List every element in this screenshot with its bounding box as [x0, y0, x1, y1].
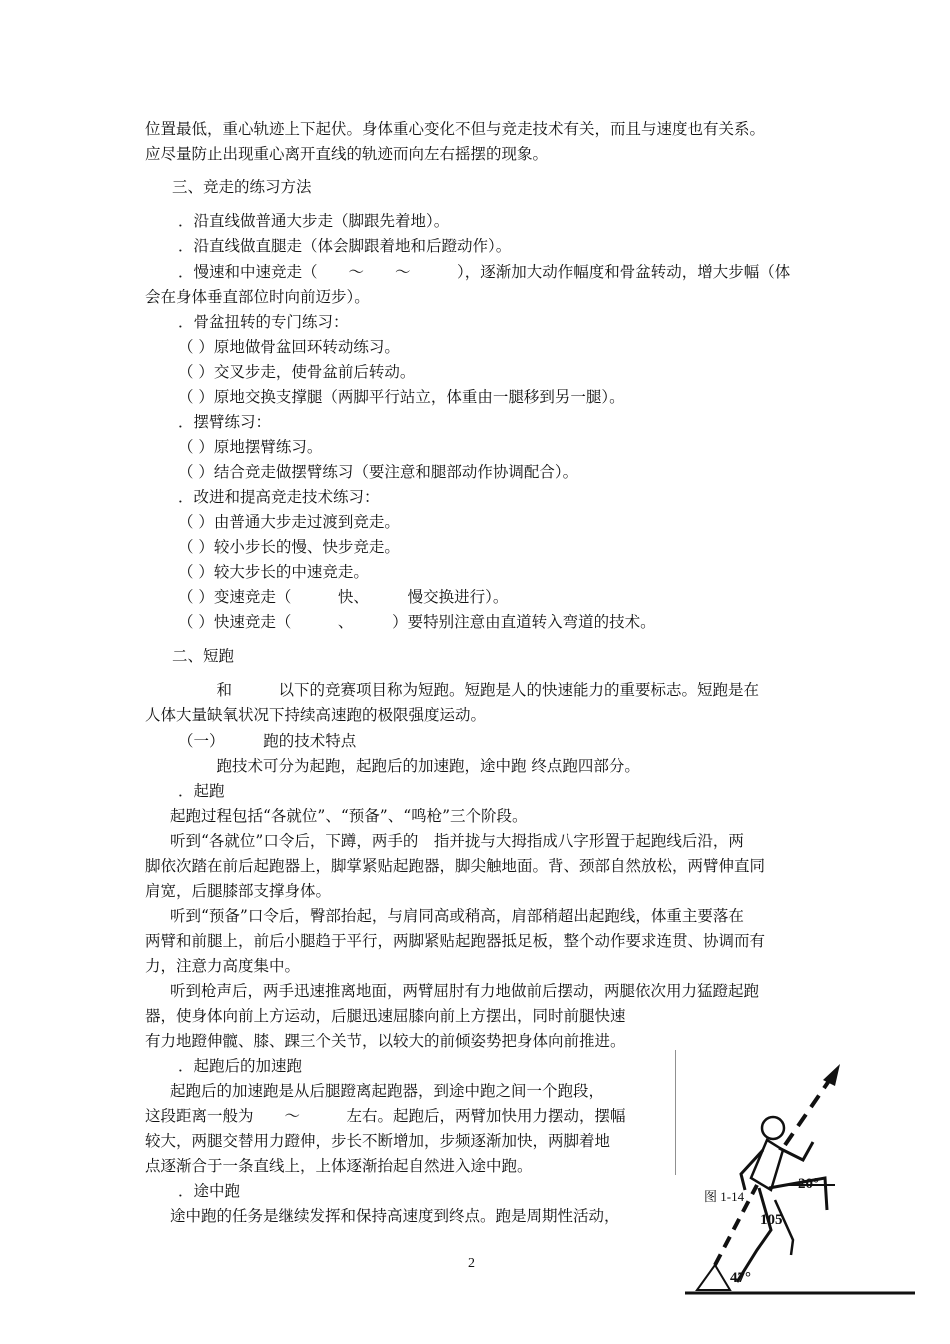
text-line: 两臂和前腿上，前后小腿趋于平行，两脚紧贴起跑器抵足板，整个动作要求连贯、协调而有 — [145, 932, 766, 950]
text-line: 较大，两腿交替用力蹬伸，步长不断增加，步频逐渐加快，两脚着地 — [145, 1132, 611, 1150]
text-line: （ ）变速竞走（ 快、 慢交换进行）。 — [178, 588, 509, 606]
text-line: 点逐渐合于一条直线上，上体逐渐抬起自然进入途中跑。 — [145, 1157, 533, 1175]
page-number: 2 — [468, 1256, 475, 1271]
text-line: （ ）由普通大步走过渡到竞走。 — [178, 513, 400, 531]
text-line: 听到枪声后，两手迅速推离地面，两臂屈肘有力地做前后摆动，两腿依次用力猛蹬起跑 — [170, 982, 760, 1000]
figure-caption: 图 1-14 — [704, 1189, 745, 1204]
angle-label-mid: 105 — [760, 1212, 783, 1228]
angle-label-top: 20° — [798, 1176, 819, 1192]
text-line: ．慢速和中速竞走（ ～ ～ ），逐渐加大动作幅度和骨盆转动，增大步幅（体 — [178, 263, 791, 281]
text-line: 途中跑的任务是继续发挥和保持高速度到终点。跑是周期性活动， — [170, 1207, 620, 1225]
text-line: 器，使身体向前上方运动，后腿迅速屈膝向前上方摆出，同时前腿快速 — [145, 1007, 626, 1025]
text-line: 脚依次踏在前后起跑器上，脚掌紧贴起跑器，脚尖触地面。背、颈部自然放松，两臂伸直同 — [145, 857, 766, 875]
text-line: ．沿直线做普通大步走（脚跟先着地）。 — [178, 212, 450, 230]
angle-label-bottom: 47° — [730, 1270, 751, 1286]
text-line: 和 以下的竞赛项目称为短跑。短跑是人的快速能力的重要标志。短跑是在 — [170, 681, 760, 699]
text-line: ．沿直线做直腿走（体会脚跟着地和后蹬动作）。 — [178, 237, 512, 255]
section-heading: 三、竞走的练习方法 — [172, 178, 312, 196]
text-line: 会在身体垂直部位时向前迈步）。 — [145, 288, 370, 306]
text-line: 听到“预备”口令后，臀部抬起，与肩同高或稍高，肩部稍超出起跑线，体重主要落在 — [170, 907, 744, 925]
text-line: （ ）结合竞走做摆臂练习（要注意和腿部动作协调配合）。 — [178, 463, 579, 481]
text-line: 应尽量防止出现重心离开直线的轨迹而向左右摇摆的现象。 — [145, 145, 549, 163]
text-line: （ ）原地做骨盆回环转动练习。 — [178, 338, 400, 356]
text-line: ．改进和提高竞走技术练习： — [178, 488, 380, 506]
text-line: ．骨盆扭转的专门练习： — [178, 313, 349, 331]
text-line: 听到“各就位”口令后，下蹲，两手的 指并拢与大拇指成八字形置于起跑线后沿，两 — [170, 832, 744, 850]
text-line: ．途中跑 — [178, 1182, 241, 1200]
text-line: 跑技术可分为起跑，起跑后的加速跑，途中跑 终点跑四部分。 — [170, 757, 640, 775]
text-line: ．起跑后的加速跑 — [178, 1057, 303, 1075]
text-line: 人体大量缺氧状况下持续高速跑的极限强度运动。 — [145, 706, 487, 724]
text-line: 肩宽，后腿膝部支撑身体。 — [145, 882, 332, 900]
text-line: 力，注意力高度集中。 — [145, 957, 301, 975]
text-line: （ ）较大步长的中速竞走。 — [178, 563, 369, 581]
text-line: 起跑过程包括“各就位”、“预备”、“鸣枪”三个阶段。 — [170, 807, 528, 825]
text-line: （ ）较小步长的慢、快步竞走。 — [178, 538, 400, 556]
text-line: ．起跑 — [178, 782, 225, 800]
text-line: （ ）交叉步走，使骨盆前后转动。 — [178, 363, 416, 381]
text-line: 位置最低，重心轨迹上下起伏。身体重心变化不但与竞走技术有关，而且与速度也有关系。 — [145, 120, 766, 138]
text-line: （ ）原地摆臂练习。 — [178, 438, 323, 456]
subsection-heading: （一） 跑的技术特点 — [178, 732, 357, 750]
text-line: 这段距离一般为 ～ 左右。起跑后，两臂加快用力摆动，摆幅 — [145, 1107, 626, 1125]
text-line: ．摆臂练习： — [178, 413, 272, 431]
text-line: （ ）原地交换支撑腿（两脚平行站立，体重由一腿移到另一腿）。 — [178, 388, 625, 406]
text-line: （ ）快速竞走（ 、 ）要特别注意由直道转入弯道的技术。 — [178, 613, 656, 631]
text-line: 有力地蹬伸髋、膝、踝三个关节，以较大的前倾姿势把身体向前推进。 — [145, 1032, 626, 1050]
section-heading: 二、短跑 — [172, 647, 235, 665]
text-line: 起跑后的加速跑是从后腿蹬离起跑器，到途中跑之间一个跑段， — [170, 1082, 605, 1100]
